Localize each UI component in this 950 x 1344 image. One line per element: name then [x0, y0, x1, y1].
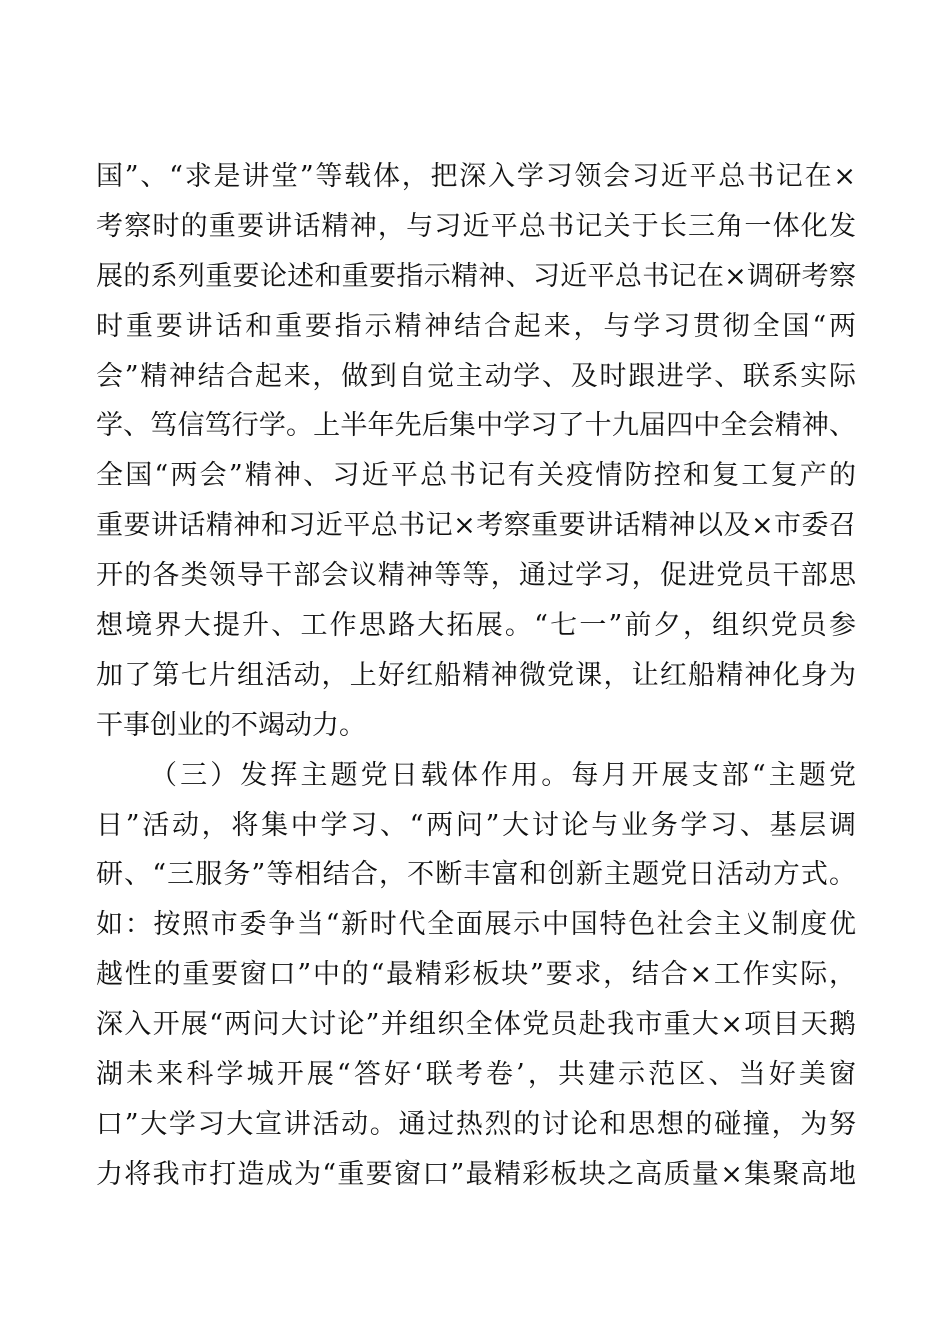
- text-line: 全国“两会”精神、习近平总书记有关疫情防控和复工复产的: [96, 460, 856, 492]
- text-line: 口”大学习大宣讲活动。通过热烈的讨论和思想的碰撞，为努: [96, 1108, 856, 1140]
- text-line: 深入开展“两问大讨论”并组织全体党员赴我市重大×项目天鹅: [96, 1009, 856, 1041]
- document-body: [96, 152, 856, 1200]
- text-line: 想境界大提升、工作思路大拓展。“七一”前夕，组织党员参: [96, 610, 856, 642]
- text-line: 如：按照市委争当“新时代全面展示中国特色社会主义制度优: [96, 909, 856, 941]
- text-line: 日”活动，将集中学习、“两问”大讨论与业务学习、基层调: [96, 809, 856, 841]
- text-line: 湖未来科学城开展“答好‘联考卷’，共建示范区、当好美窗: [96, 1059, 856, 1091]
- text-line: 展的系列重要论述和重要指示精神、习近平总书记在×调研考察: [96, 260, 856, 292]
- text-line: 干事创业的不竭动力。: [96, 709, 366, 741]
- text-line: 研、“三服务”等相结合，不断丰富和创新主题党日活动方式。: [96, 859, 856, 891]
- section-heading-line: （三）发挥主题党日载体作用。每月开展支部“主题党: [150, 759, 856, 791]
- text-line: 时重要讲话和重要指示精神结合起来，与学习贯彻全国“两: [96, 310, 856, 342]
- text-line: 国”、“求是讲堂”等载体，把深入学习领会习近平总书记在×: [96, 161, 856, 192]
- text-line: 重要讲话精神和习近平总书记×考察重要讲话精神以及×市委召: [96, 510, 856, 542]
- text-line: 越性的重要窗口”中的“最精彩板块”要求，结合×工作实际，: [96, 959, 856, 991]
- text-line: 会”精神结合起来，做到自觉主动学、及时跟进学、联系实际: [96, 360, 856, 392]
- text-line: 学、笃信笃行学。上半年先后集中学习了十九届四中全会精神、: [96, 410, 856, 442]
- text-line: 力将我市打造成为“重要窗口”最精彩板块之高质量×集聚高地: [96, 1158, 856, 1190]
- text-line: 开的各类领导干部会议精神等等，通过学习，促进党员干部思: [96, 560, 856, 592]
- text-line: 考察时的重要讲话精神，与习近平总书记关于长三角一体化发: [96, 210, 856, 242]
- text-line: 加了第七片组活动，上好红船精神微党课，让红船精神化身为: [96, 659, 856, 691]
